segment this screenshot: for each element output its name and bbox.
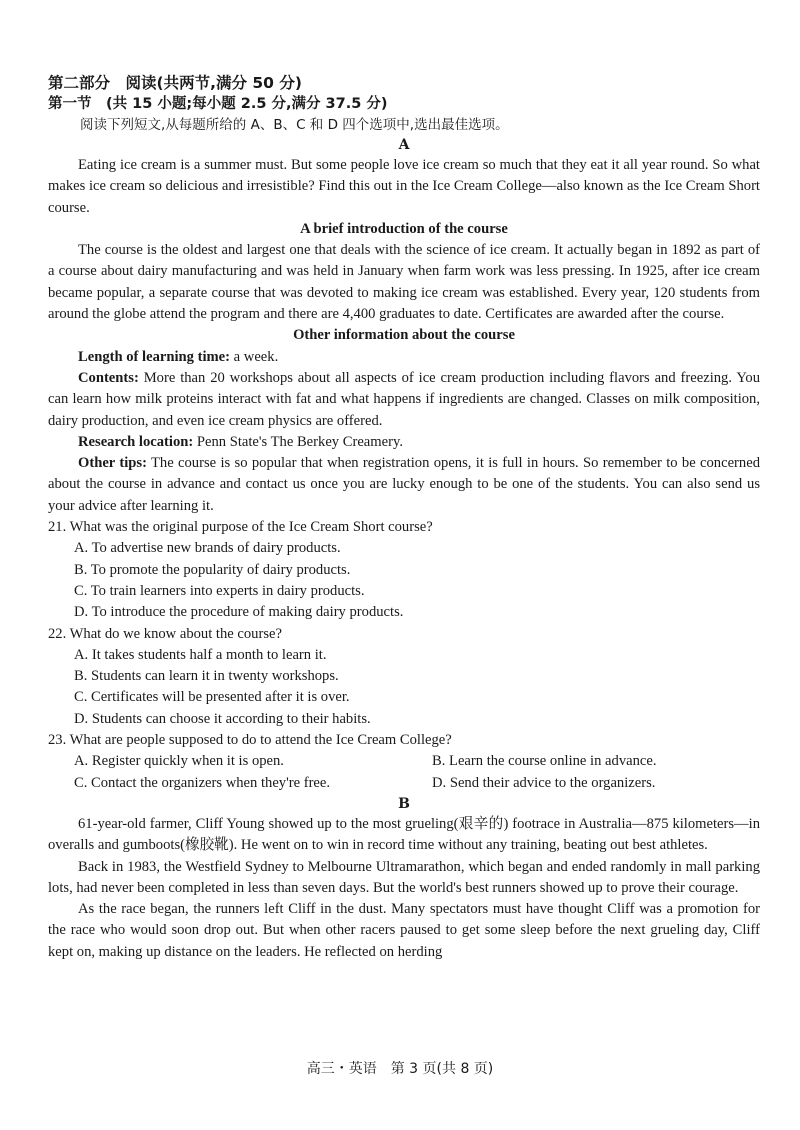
q22-option-d: D. Students can choose it according to their habits.	[74, 710, 371, 727]
location-text: Penn State's The Berkey Creamery.	[193, 433, 403, 450]
contents-paragraph	[48, 368, 760, 432]
question-23: 23. What are people supposed to do to attend the Ice Cream College?	[48, 732, 452, 749]
passage-a-intro: Eating ice cream is a summer must. But some people love ice cream so much that they eat it all year round. So what makes ice cream so delicious and irresistible? Find this out in the Ice Cream College—also known as the Ice Cream Short course.	[48, 157, 760, 216]
course-intro-body: The course is the oldest and largest one that deals with the science of ice cream. It actually began in 1892 as part of a course about dairy manufacturing and was held in January when farm work was less pressing. In 1925, after ice cream became popular, a separate course that was devoted to making ice cream was established. Every year, 120 students from around the globe attend the program and there are 4,400 graduates to date. Certificates are awarded after the course.	[48, 242, 760, 323]
location-label: Research location:	[78, 433, 194, 450]
length-label: Length of learning time:	[78, 348, 231, 365]
passage-b-letter: B	[398, 795, 410, 812]
length-text: a week.	[230, 348, 279, 365]
passage-b-paragraph-1: 61-year-old farmer, Cliff Young showed up to the most grueling(艰辛的) footrace in Australia—875 kilometers—in overalls and gumboots(橡胶靴). He went on to win in record time without any training, beating out best athletes.	[48, 815, 760, 854]
q21-option-a: A. To advertise new brands of dairy products.	[74, 540, 341, 557]
passage-b-paragraph-2: Back in 1983, the Westfield Sydney to Melbourne Ultramarathon, which began and ended randomly in mall parking lots, had never been completed in less than seven days. But the world's best runners showed up to prove their courage.	[48, 858, 760, 896]
tips-paragraph	[48, 453, 760, 517]
q23-options-row-2	[74, 773, 760, 794]
location-paragraph	[48, 432, 760, 453]
instruction: 阅读下列短文,从每题所给的 A、B、C 和 D 四个选项中,选出最佳选项。	[80, 117, 509, 133]
q21-option-c: C. To train learners into experts in dairy products.	[74, 582, 365, 599]
q21-option-d: D. To introduce the procedure of making dairy products.	[74, 604, 404, 621]
q23-options-row-1	[74, 751, 760, 772]
page-footer: 高三・英语 第 3 页(共 8 页)	[306, 1061, 494, 1077]
contents-text: More than 20 workshops about all aspects of ice cream production including flavors and freezing. You can learn how milk proteins interact with fat and what happens if ingredients are changed. Classes on milk composition, dairy production, and even ice cream physics are offered.	[48, 369, 760, 429]
contents-label: Contents:	[78, 369, 139, 386]
q22-option-c: C. Certificates will be presented after it is over.	[74, 689, 350, 706]
course-intro-heading: A brief introduction of the course	[300, 220, 508, 237]
tips-label: Other tips:	[78, 455, 147, 472]
q23-option-d: D. Send their advice to the organizers.	[432, 774, 656, 791]
q21-option-b: B. To promote the popularity of dairy products.	[74, 561, 351, 578]
length-paragraph	[48, 347, 760, 368]
passage-b-paragraph-3: As the race began, the runners left Cliff in the dust. Many spectators must have thought Cliff was a promotion for the race who would soon drop out. But when other racers paused to get some sleep before the next grueling day, Cliff kept on, making up distance on the leaders. He reflected on herding	[48, 901, 760, 960]
question-21: 21. What was the original purpose of the Ice Cream Short course?	[48, 519, 433, 536]
passage-a-letter: A	[398, 137, 410, 153]
tips-text: The course is so popular that when registration opens, it is full in hours. So remember to be concerned about the course in advance and contact us once you are lucky enough to be one of the students. You can also send us your advice after learning it.	[48, 455, 760, 514]
other-info-heading: Other information about the course	[293, 327, 515, 344]
q23-option-b: B. Learn the course online in advance.	[432, 753, 657, 770]
question-22: 22. What do we know about the course?	[48, 625, 282, 642]
q23-option-c: C. Contact the organizers when they're free.	[74, 774, 331, 791]
exam-page	[48, 72, 760, 963]
part-title: 第二部分 阅读(共两节,满分 50 分)	[48, 74, 302, 92]
q22-option-a: A. It takes students half a month to learn it.	[74, 646, 327, 663]
q22-option-b: B. Students can learn it in twenty workshops.	[74, 668, 339, 685]
section-title: 第一节 (共 15 小题;每小题 2.5 分,满分 37.5 分)	[48, 96, 388, 112]
q23-option-a: A. Register quickly when it is open.	[74, 753, 284, 770]
